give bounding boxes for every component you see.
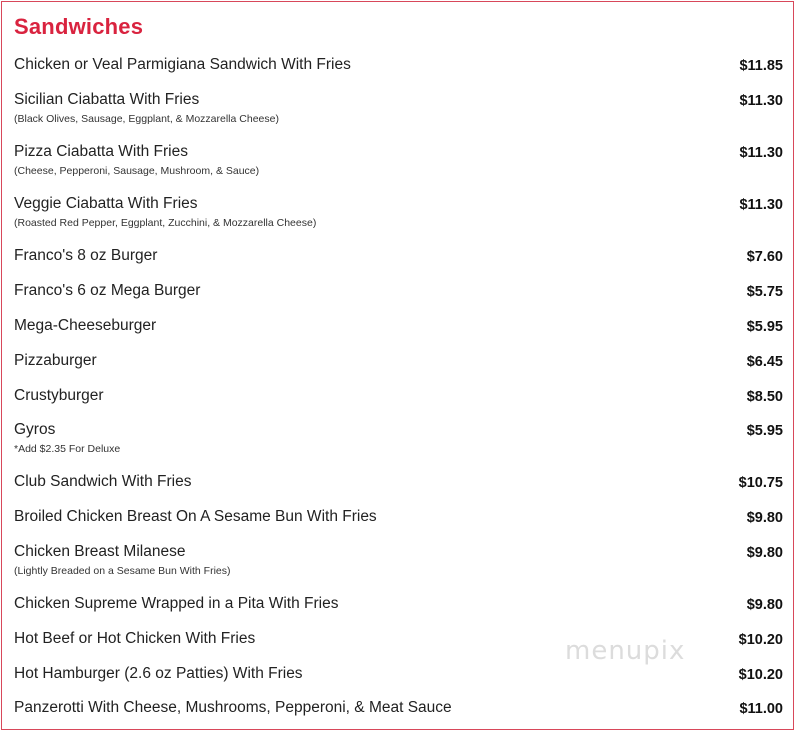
item-price: $5.95	[746, 423, 783, 439]
item-price: $11.30	[739, 93, 783, 109]
item-description: (Black Olives, Sausage, Eggplant, & Mozzarella Cheese)	[14, 113, 279, 125]
menu-frame	[1, 1, 794, 730]
item-name: Sicilian Ciabatta With Fries	[14, 91, 200, 108]
item-name: Club Sandwich With Fries	[14, 473, 192, 490]
item-price: $8.50	[746, 389, 783, 405]
item-description: (Cheese, Pepperoni, Sausage, Mushroom, & Sauce)	[14, 165, 260, 177]
item-price: $7.60	[746, 249, 783, 265]
item-name: Chicken or Veal Parmigiana Sandwich With Fries	[14, 56, 351, 73]
item-name: Mega-Cheeseburger	[14, 317, 157, 334]
item-price: $9.80	[746, 597, 783, 613]
item-description: (Lightly Breaded on a Sesame Bun With Fries)	[14, 565, 231, 577]
item-name: Chicken Breast Milanese	[14, 543, 186, 560]
item-price: $11.30	[739, 197, 783, 213]
item-price: $9.80	[746, 510, 783, 526]
item-price: $9.80	[746, 545, 783, 561]
item-name: Veggie Ciabatta With Fries	[14, 195, 198, 212]
item-price: $10.20	[738, 667, 783, 683]
item-name: Franco's 8 oz Burger	[14, 247, 158, 264]
item-name: Pizzaburger	[14, 352, 97, 369]
item-name: Hot Beef or Hot Chicken With Fries	[14, 630, 256, 647]
item-name: Panzerotti With Cheese, Mushrooms, Pepperoni, & Meat Sauce	[14, 699, 452, 716]
item-price: $11.00	[739, 701, 783, 717]
item-price: $10.75	[738, 475, 783, 491]
item-description: *Add $2.35 For Deluxe	[14, 443, 121, 455]
item-price: $11.85	[739, 58, 783, 74]
watermark-logo: menupix	[565, 636, 686, 666]
item-price: $5.95	[746, 319, 783, 335]
item-name: Gyros	[14, 421, 56, 438]
item-description: (Roasted Red Pepper, Eggplant, Zucchini, & Mozzarella Cheese)	[14, 217, 317, 229]
item-name: Hot Hamburger (2.6 oz Patties) With Fries	[14, 665, 303, 682]
item-name: Broiled Chicken Breast On A Sesame Bun With Fries	[14, 508, 377, 525]
item-price: $6.45	[746, 354, 783, 370]
item-price: $11.30	[739, 145, 783, 161]
item-name: Franco's 6 oz Mega Burger	[14, 282, 201, 299]
item-name: Chicken Supreme Wrapped in a Pita With Fries	[14, 595, 339, 612]
item-name: Pizza Ciabatta With Fries	[14, 143, 188, 160]
item-name: Crustyburger	[14, 387, 104, 404]
item-price: $5.75	[746, 284, 783, 300]
item-price: $10.20	[738, 632, 783, 648]
section-title: Sandwiches	[14, 14, 144, 39]
